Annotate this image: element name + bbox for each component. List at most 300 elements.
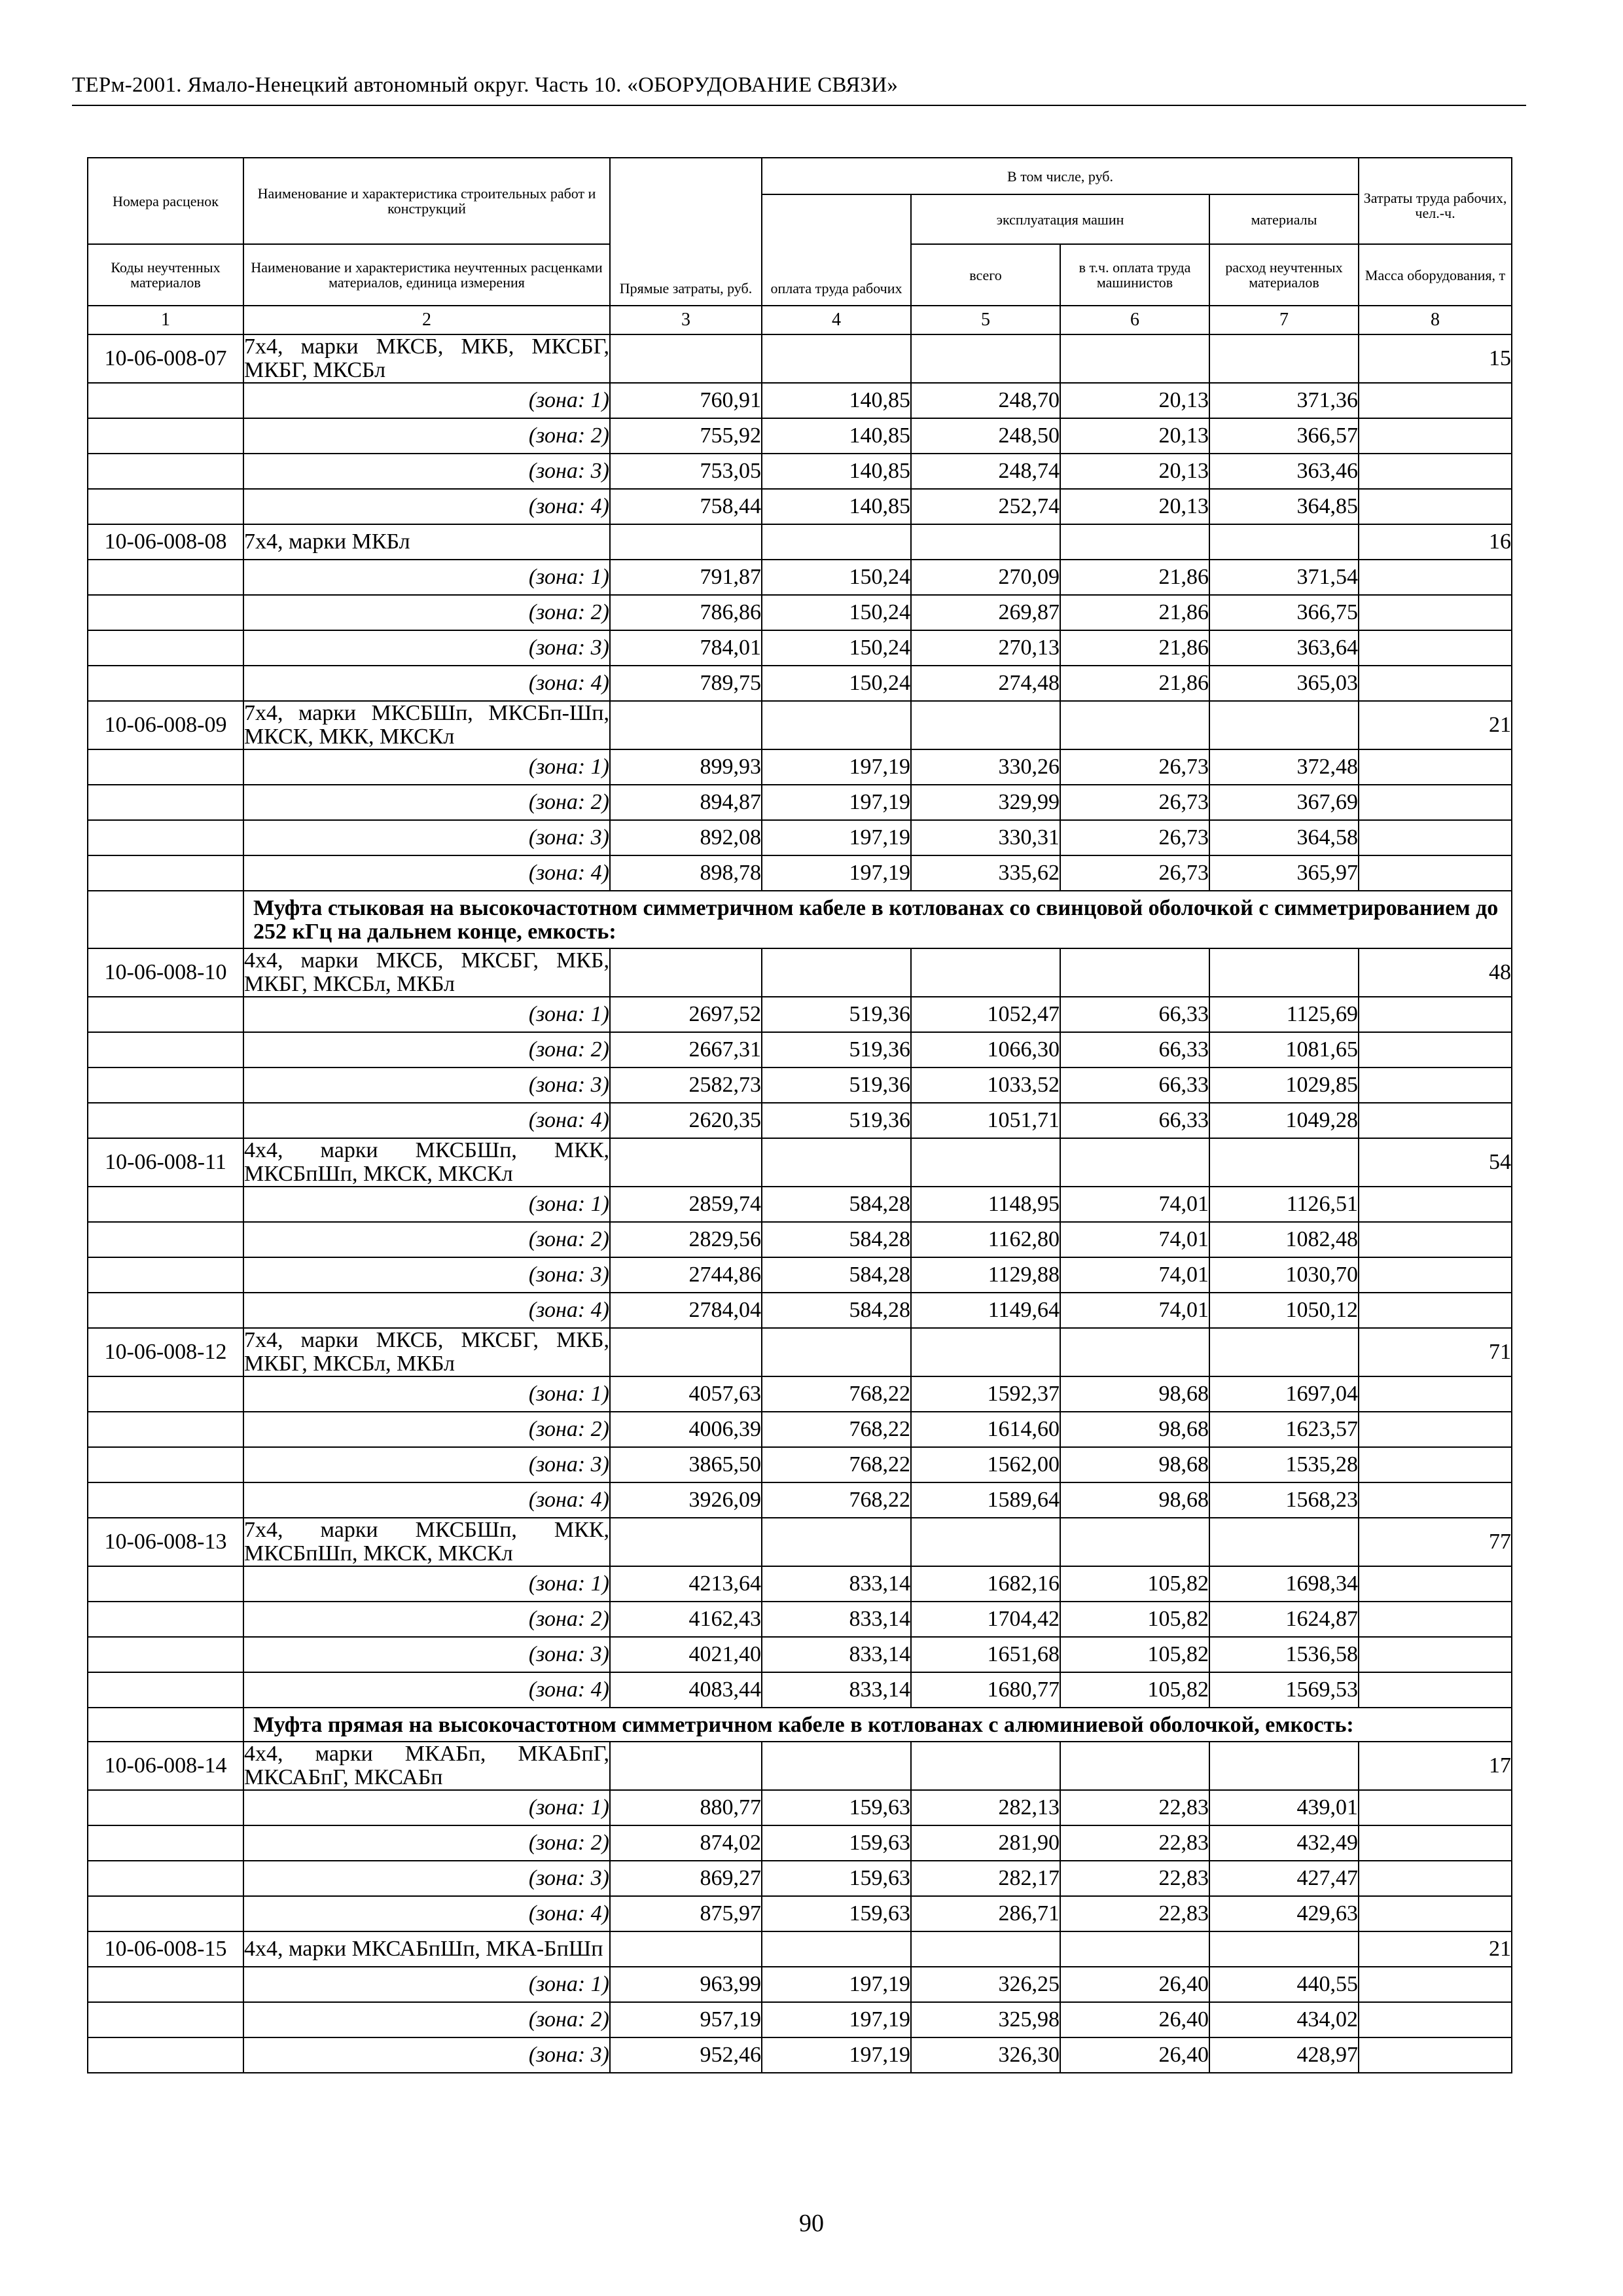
- direct-costs-value: 2697,52: [610, 997, 762, 1032]
- rate-description: 7х4, марки МКСБ, МКСБГ, МКБ, МКБГ, МКСБл, МКБл: [244, 1328, 609, 1376]
- section-heading: Муфта прямая на высокочастотном симметричном кабеле в котлованах с алюминиевой оболочкой, емкость:: [243, 1708, 1512, 1742]
- empty-cell: [1209, 701, 1359, 749]
- machinist-pay-value: 26,73: [1060, 820, 1209, 855]
- rate-code: 10-06-008-07: [88, 334, 243, 383]
- empty-cell: [1359, 1790, 1512, 1825]
- materials-value: 364,58: [1209, 820, 1359, 855]
- empty-cell: [610, 1742, 762, 1790]
- empty-cell: [1060, 524, 1209, 560]
- zone-row: [88, 1672, 1512, 1708]
- materials-value: 1624,87: [1209, 1602, 1359, 1637]
- labor-hours-value: 71: [1359, 1328, 1512, 1376]
- machines-total-value: 252,74: [911, 489, 1060, 524]
- materials-value: 1049,28: [1209, 1103, 1359, 1138]
- rate-item-row: [88, 1742, 1512, 1790]
- empty-cell: [1359, 820, 1512, 855]
- zone-row: [88, 383, 1512, 418]
- empty-cell: [1359, 1566, 1512, 1602]
- zone-label: (зона: 2): [243, 1412, 610, 1447]
- zone-label: (зона: 3): [243, 454, 610, 489]
- direct-costs-value: 894,87: [610, 785, 762, 820]
- zone-label: (зона: 1): [243, 560, 610, 595]
- machines-total-value: 335,62: [911, 855, 1060, 891]
- empty-cell: [1359, 1482, 1512, 1518]
- empty-cell: [1060, 701, 1209, 749]
- machinist-pay-value: 74,01: [1060, 1257, 1209, 1293]
- empty-cell: [1359, 1447, 1512, 1482]
- rate-code: 10-06-008-12: [88, 1328, 243, 1376]
- machinist-pay-value: 105,82: [1060, 1672, 1209, 1708]
- rate-item-row: [88, 701, 1512, 749]
- empty-cell: [1359, 1222, 1512, 1257]
- worker-pay-value: 519,36: [762, 997, 911, 1032]
- direct-costs-value: 963,99: [610, 1967, 762, 2002]
- empty-cell: [610, 1138, 762, 1187]
- direct-costs-value: 4162,43: [610, 1602, 762, 1637]
- empty-cell: [88, 560, 243, 595]
- worker-pay-value: 150,24: [762, 560, 911, 595]
- zone-row: [88, 454, 1512, 489]
- empty-cell: [88, 1825, 243, 1861]
- rate-code: 10-06-008-08: [88, 524, 243, 560]
- materials-value: 363,64: [1209, 630, 1359, 666]
- empty-cell: [1209, 1518, 1359, 1566]
- rate-description: 7х4, марки МКСБШп, МКК, МКСБпШп, МКСК, МКСКл: [244, 1518, 609, 1566]
- column-number: 5: [911, 306, 1060, 334]
- labor-hours-value: 16: [1359, 524, 1512, 560]
- empty-cell: [88, 666, 243, 701]
- empty-cell: [1060, 334, 1209, 383]
- machinist-pay-value: 26,73: [1060, 785, 1209, 820]
- machinist-pay-value: 21,86: [1060, 630, 1209, 666]
- zone-row: [88, 1222, 1512, 1257]
- machinist-pay-value: 105,82: [1060, 1566, 1209, 1602]
- empty-cell: [1359, 749, 1512, 785]
- empty-cell: [610, 1518, 762, 1566]
- rate-item-row: [88, 1138, 1512, 1187]
- materials-value: 1698,34: [1209, 1566, 1359, 1602]
- zone-row: [88, 630, 1512, 666]
- zone-label: (зона: 2): [243, 2002, 610, 2037]
- rate-code: 10-06-008-10: [88, 948, 243, 997]
- table-body: [88, 334, 1512, 2073]
- rate-description: 7х4, марки МКСБШп, МКСБп-Шп, МКСК, МКК, МКСКл: [244, 701, 609, 749]
- direct-costs-value: 2784,04: [610, 1293, 762, 1328]
- rate-code: 10-06-008-11: [88, 1138, 243, 1187]
- machinist-pay-value: 66,33: [1060, 997, 1209, 1032]
- header-rule: [72, 105, 1526, 106]
- section-spacer: [88, 891, 243, 948]
- zone-label: (зона: 1): [243, 1187, 610, 1222]
- machines-total-value: 325,98: [911, 2002, 1060, 2037]
- worker-pay-value: 197,19: [762, 2002, 911, 2037]
- empty-cell: [1060, 1742, 1209, 1790]
- direct-costs-value: 753,05: [610, 454, 762, 489]
- rate-code: 10-06-008-15: [88, 1931, 243, 1967]
- zone-row: [88, 1103, 1512, 1138]
- zone-label: (зона: 4): [243, 1896, 610, 1931]
- direct-costs-value: 791,87: [610, 560, 762, 595]
- empty-cell: [88, 1032, 243, 1067]
- materials-value: 1569,53: [1209, 1672, 1359, 1708]
- worker-pay-value: 768,22: [762, 1376, 911, 1412]
- machines-total-value: 1680,77: [911, 1672, 1060, 1708]
- column-number: 2: [243, 306, 610, 334]
- direct-costs-value: 899,93: [610, 749, 762, 785]
- machinist-pay-value: 74,01: [1060, 1222, 1209, 1257]
- worker-pay-value: 768,22: [762, 1482, 911, 1518]
- empty-cell: [1359, 997, 1512, 1032]
- machines-total-value: 1033,52: [911, 1067, 1060, 1103]
- worker-pay-value: 197,19: [762, 2037, 911, 2073]
- empty-cell: [88, 1222, 243, 1257]
- zone-label: (зона: 2): [243, 1032, 610, 1067]
- empty-cell: [610, 1931, 762, 1967]
- machines-total-value: 282,17: [911, 1861, 1060, 1896]
- direct-costs-value: 2667,31: [610, 1032, 762, 1067]
- zone-label: (зона: 4): [243, 855, 610, 891]
- rate-item-row: [88, 1518, 1512, 1566]
- column-number: 1: [88, 306, 243, 334]
- zone-row: [88, 1602, 1512, 1637]
- machinist-pay-value: 20,13: [1060, 489, 1209, 524]
- empty-cell: [88, 1412, 243, 1447]
- empty-cell: [88, 489, 243, 524]
- rate-description: 4х4, марки МКСБ, МКСБГ, МКБ, МКБГ, МКСБл, МКБл: [244, 948, 609, 996]
- zone-row: [88, 785, 1512, 820]
- materials-value: 371,36: [1209, 383, 1359, 418]
- column-number: 7: [1209, 306, 1359, 334]
- zone-label: (зона: 2): [243, 418, 610, 454]
- machines-total-value: 326,30: [911, 2037, 1060, 2073]
- empty-cell: [1209, 1931, 1359, 1967]
- materials-value: 371,54: [1209, 560, 1359, 595]
- worker-pay-value: 140,85: [762, 454, 911, 489]
- materials-value: 427,47: [1209, 1861, 1359, 1896]
- machines-total-value: 282,13: [911, 1790, 1060, 1825]
- worker-pay-value: 519,36: [762, 1032, 911, 1067]
- zone-label: (зона: 1): [243, 997, 610, 1032]
- machines-total-value: 1129,88: [911, 1257, 1060, 1293]
- empty-cell: [88, 785, 243, 820]
- materials-value: 1623,57: [1209, 1412, 1359, 1447]
- zone-row: [88, 1566, 1512, 1602]
- materials-value: 1697,04: [1209, 1376, 1359, 1412]
- labor-hours-value: 54: [1359, 1138, 1512, 1187]
- empty-cell: [88, 1067, 243, 1103]
- zone-row: [88, 1637, 1512, 1672]
- header-including: В том числе, руб.: [762, 158, 1359, 194]
- empty-cell: [911, 1742, 1060, 1790]
- machines-total-value: 1589,64: [911, 1482, 1060, 1518]
- machines-total-value: 1614,60: [911, 1412, 1060, 1447]
- column-number: 8: [1359, 306, 1512, 334]
- empty-cell: [1359, 1602, 1512, 1637]
- zone-label: (зона: 2): [243, 1222, 610, 1257]
- empty-cell: [1359, 595, 1512, 630]
- machines-total-value: 286,71: [911, 1896, 1060, 1931]
- rate-item-row: [88, 1931, 1512, 1967]
- machinist-pay-value: 26,73: [1060, 749, 1209, 785]
- direct-costs-value: 957,19: [610, 2002, 762, 2037]
- worker-pay-value: 584,28: [762, 1293, 911, 1328]
- worker-pay-value: 150,24: [762, 630, 911, 666]
- zone-label: (зона: 2): [243, 1602, 610, 1637]
- empty-cell: [88, 1790, 243, 1825]
- direct-costs-value: 789,75: [610, 666, 762, 701]
- materials-value: 428,97: [1209, 2037, 1359, 2073]
- labor-hours-value: 48: [1359, 948, 1512, 997]
- zone-row: [88, 1790, 1512, 1825]
- machinist-pay-value: 21,86: [1060, 666, 1209, 701]
- zone-row: [88, 560, 1512, 595]
- machines-total-value: 329,99: [911, 785, 1060, 820]
- empty-cell: [911, 701, 1060, 749]
- materials-value: 432,49: [1209, 1825, 1359, 1861]
- rate-item-row: [88, 524, 1512, 560]
- zone-row: [88, 820, 1512, 855]
- empty-cell: [88, 630, 243, 666]
- empty-cell: [1359, 560, 1512, 595]
- empty-cell: [911, 524, 1060, 560]
- zone-row: [88, 1257, 1512, 1293]
- labor-hours-value: 77: [1359, 1518, 1512, 1566]
- column-number: 6: [1060, 306, 1209, 334]
- empty-cell: [88, 2002, 243, 2037]
- machines-total-value: 1149,64: [911, 1293, 1060, 1328]
- worker-pay-value: 584,28: [762, 1222, 911, 1257]
- machines-total-value: 1592,37: [911, 1376, 1060, 1412]
- header-material-codes: Коды неучтенных материалов: [88, 244, 243, 306]
- machines-total-value: 281,90: [911, 1825, 1060, 1861]
- materials-value: 434,02: [1209, 2002, 1359, 2037]
- worker-pay-value: 519,36: [762, 1103, 911, 1138]
- zone-label: (зона: 3): [243, 630, 610, 666]
- empty-cell: [762, 524, 911, 560]
- machines-total-value: 248,70: [911, 383, 1060, 418]
- zone-row: [88, 1896, 1512, 1931]
- empty-cell: [1359, 1412, 1512, 1447]
- machines-total-value: 248,50: [911, 418, 1060, 454]
- zone-row: [88, 855, 1512, 891]
- zone-row: [88, 418, 1512, 454]
- machines-total-value: 1052,47: [911, 997, 1060, 1032]
- rate-code: 10-06-008-09: [88, 701, 243, 749]
- empty-cell: [88, 454, 243, 489]
- materials-value: 440,55: [1209, 1967, 1359, 2002]
- header-direct-costs: Прямые затраты, руб.: [610, 158, 762, 306]
- materials-value: 372,48: [1209, 749, 1359, 785]
- machines-total-value: 1562,00: [911, 1447, 1060, 1482]
- empty-cell: [1060, 1328, 1209, 1376]
- header-rate-numbers: Номера расценок: [88, 158, 243, 244]
- labor-hours-value: 15: [1359, 334, 1512, 383]
- empty-cell: [610, 701, 762, 749]
- direct-costs-value: 4213,64: [610, 1566, 762, 1602]
- rate-description: 7х4, марки МКСБ, МКБ, МКСБГ, МКБГ, МКСБл: [244, 334, 609, 382]
- materials-value: 1030,70: [1209, 1257, 1359, 1293]
- empty-cell: [762, 948, 911, 997]
- empty-cell: [911, 1518, 1060, 1566]
- empty-cell: [88, 383, 243, 418]
- worker-pay-value: 159,63: [762, 1825, 911, 1861]
- machines-total-value: 1051,71: [911, 1103, 1060, 1138]
- zone-row: [88, 1067, 1512, 1103]
- machinist-pay-value: 22,83: [1060, 1861, 1209, 1896]
- direct-costs-value: 2859,74: [610, 1187, 762, 1222]
- zone-label: (зона: 4): [243, 1103, 610, 1138]
- direct-costs-value: 3926,09: [610, 1482, 762, 1518]
- worker-pay-value: 150,24: [762, 595, 911, 630]
- empty-cell: [88, 997, 243, 1032]
- header-machines-total: всего: [911, 244, 1060, 306]
- direct-costs-value: 874,02: [610, 1825, 762, 1861]
- zone-label: (зона: 4): [243, 1293, 610, 1328]
- worker-pay-value: 159,63: [762, 1790, 911, 1825]
- empty-cell: [88, 1967, 243, 2002]
- zone-row: [88, 1447, 1512, 1482]
- empty-cell: [1359, 383, 1512, 418]
- machinist-pay-value: 21,86: [1060, 560, 1209, 595]
- machinist-pay-value: 26,40: [1060, 2037, 1209, 2073]
- machines-total-value: 270,09: [911, 560, 1060, 595]
- direct-costs-value: 760,91: [610, 383, 762, 418]
- empty-cell: [610, 1328, 762, 1376]
- empty-cell: [88, 1861, 243, 1896]
- materials-value: 365,03: [1209, 666, 1359, 701]
- direct-costs-value: 4083,44: [610, 1672, 762, 1708]
- zone-row: [88, 997, 1512, 1032]
- machinist-pay-value: 20,13: [1060, 454, 1209, 489]
- empty-cell: [1359, 1896, 1512, 1931]
- zone-label: (зона: 3): [243, 820, 610, 855]
- empty-cell: [88, 1376, 243, 1412]
- empty-cell: [1359, 454, 1512, 489]
- machinist-pay-value: 22,83: [1060, 1896, 1209, 1931]
- column-number: 4: [762, 306, 911, 334]
- empty-cell: [88, 820, 243, 855]
- zone-label: (зона: 4): [243, 489, 610, 524]
- empty-cell: [1209, 1328, 1359, 1376]
- empty-cell: [762, 1742, 911, 1790]
- rates-table: [87, 157, 1512, 2073]
- empty-cell: [610, 524, 762, 560]
- direct-costs-value: 2744,86: [610, 1257, 762, 1293]
- empty-cell: [911, 948, 1060, 997]
- empty-cell: [1359, 1257, 1512, 1293]
- labor-hours-value: 21: [1359, 1931, 1512, 1967]
- worker-pay-value: 833,14: [762, 1637, 911, 1672]
- empty-cell: [911, 1328, 1060, 1376]
- machinist-pay-value: 105,82: [1060, 1602, 1209, 1637]
- zone-row: [88, 666, 1512, 701]
- empty-cell: [88, 1257, 243, 1293]
- direct-costs-value: 4006,39: [610, 1412, 762, 1447]
- direct-costs-value: 898,78: [610, 855, 762, 891]
- zone-row: [88, 1187, 1512, 1222]
- empty-cell: [88, 1602, 243, 1637]
- machines-total-value: 269,87: [911, 595, 1060, 630]
- zone-label: (зона: 1): [243, 1566, 610, 1602]
- labor-hours-value: 17: [1359, 1742, 1512, 1790]
- empty-cell: [88, 855, 243, 891]
- labor-hours-value: 21: [1359, 701, 1512, 749]
- zone-label: (зона: 3): [243, 1861, 610, 1896]
- machinist-pay-value: 20,13: [1060, 383, 1209, 418]
- worker-pay-value: 833,14: [762, 1602, 911, 1637]
- zone-label: (зона: 3): [243, 1257, 610, 1293]
- empty-cell: [1359, 1861, 1512, 1896]
- rate-item-row: [88, 948, 1512, 997]
- zone-row: [88, 595, 1512, 630]
- header-labor-hours: Затраты труда рабочих, чел.-ч.: [1359, 158, 1512, 244]
- zone-label: (зона: 1): [243, 1967, 610, 2002]
- worker-pay-value: 140,85: [762, 489, 911, 524]
- worker-pay-value: 197,19: [762, 749, 911, 785]
- machinist-pay-value: 74,01: [1060, 1187, 1209, 1222]
- empty-cell: [1359, 418, 1512, 454]
- empty-cell: [1359, 1293, 1512, 1328]
- empty-cell: [762, 1518, 911, 1566]
- section-heading-row: [88, 891, 1512, 948]
- materials-value: 364,85: [1209, 489, 1359, 524]
- section-heading-row: [88, 1708, 1512, 1742]
- machines-total-value: 248,74: [911, 454, 1060, 489]
- machinist-pay-value: 26,40: [1060, 2002, 1209, 2037]
- empty-cell: [1060, 1518, 1209, 1566]
- direct-costs-value: 4021,40: [610, 1637, 762, 1672]
- machines-total-value: 326,25: [911, 1967, 1060, 2002]
- machinist-pay-value: 22,83: [1060, 1825, 1209, 1861]
- direct-costs-value: 952,46: [610, 2037, 762, 2073]
- worker-pay-value: 140,85: [762, 383, 911, 418]
- materials-value: 366,75: [1209, 595, 1359, 630]
- header-worker-pay: оплата труда рабочих: [762, 194, 911, 306]
- empty-cell: [1359, 1967, 1512, 2002]
- machinist-pay-value: 98,68: [1060, 1447, 1209, 1482]
- header-unaccounted-materials: расход неучтенных материалов: [1209, 244, 1359, 306]
- zone-row: [88, 1293, 1512, 1328]
- zone-label: (зона: 3): [243, 1067, 610, 1103]
- empty-cell: [1359, 1103, 1512, 1138]
- machines-total-value: 330,31: [911, 820, 1060, 855]
- empty-cell: [1359, 1376, 1512, 1412]
- empty-cell: [88, 1103, 243, 1138]
- empty-cell: [762, 701, 911, 749]
- zone-row: [88, 489, 1512, 524]
- direct-costs-value: 869,27: [610, 1861, 762, 1896]
- direct-costs-value: 2829,56: [610, 1222, 762, 1257]
- section-heading: Муфта стыковая на высокочастотном симметричном кабеле в котлованах со свинцовой оболочкой с симметрированием до 252 кГц на дальнем конце, емкость:: [243, 891, 1512, 948]
- machinist-pay-value: 98,68: [1060, 1376, 1209, 1412]
- direct-costs-value: 880,77: [610, 1790, 762, 1825]
- zone-label: (зона: 1): [243, 1376, 610, 1412]
- zone-row: [88, 1032, 1512, 1067]
- machinist-pay-value: 66,33: [1060, 1032, 1209, 1067]
- table-header: [88, 158, 1512, 334]
- empty-cell: [88, 595, 243, 630]
- zone-label: (зона: 1): [243, 383, 610, 418]
- machines-total-value: 1148,95: [911, 1187, 1060, 1222]
- empty-cell: [88, 2037, 243, 2073]
- worker-pay-value: 140,85: [762, 418, 911, 454]
- zone-row: [88, 2037, 1512, 2073]
- empty-cell: [88, 1187, 243, 1222]
- empty-cell: [88, 418, 243, 454]
- empty-cell: [1359, 489, 1512, 524]
- header-materials: материалы: [1209, 194, 1359, 244]
- worker-pay-value: 150,24: [762, 666, 911, 701]
